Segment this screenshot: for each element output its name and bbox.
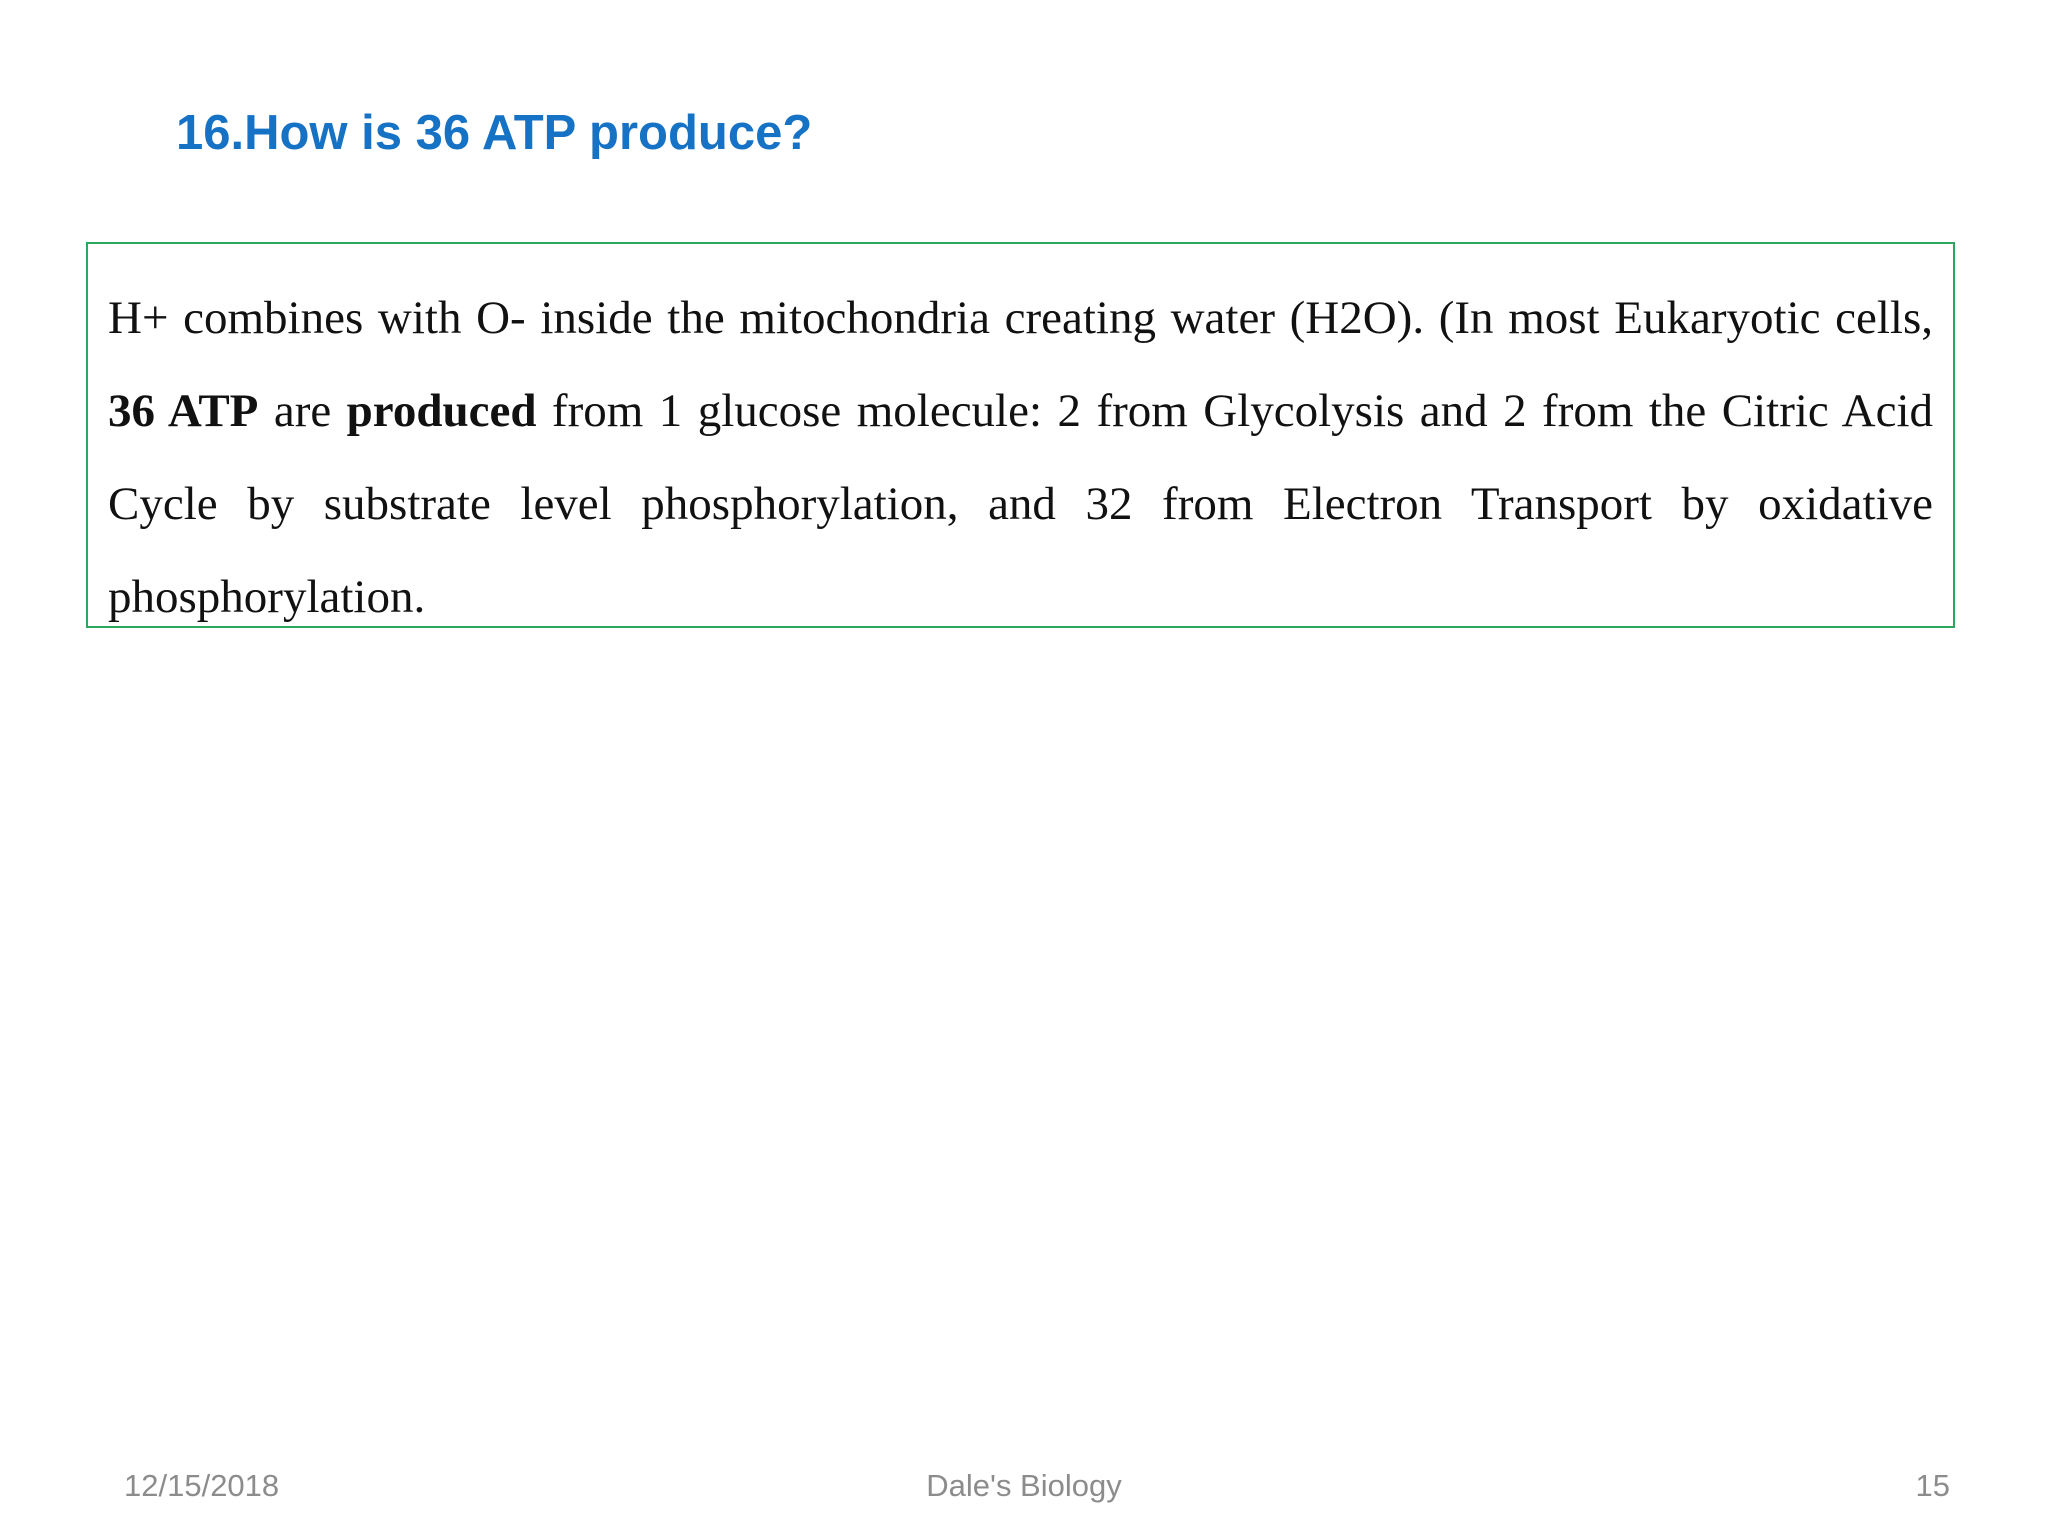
- footer-title: Dale's Biology: [926, 1468, 1122, 1503]
- answer-box: [86, 242, 1955, 628]
- footer-page-number: 15: [1915, 1468, 1950, 1503]
- answer-text-part-2: are: [258, 385, 347, 437]
- answer-bold-produced: produced: [346, 385, 537, 437]
- footer-date: 12/15/2018: [124, 1468, 280, 1503]
- answer-text-part-3: from 1 glucose molecule: 2 from Glycolysis and 2 from the Citric Acid Cycle by substrate level phosphorylation, and 32 from Electron Transport by oxidative phosphorylation.: [108, 385, 1934, 623]
- answer-paragraph: [108, 272, 1933, 644]
- answer-text-part-1: H+ combines with O- inside the mitochondria creating water (H2O). (In most Eukaryotic cells,: [108, 292, 1933, 344]
- answer-bold-atp: 36 ATP: [108, 385, 259, 437]
- slide-title: 16.How is 36 ATP produce?: [176, 106, 813, 160]
